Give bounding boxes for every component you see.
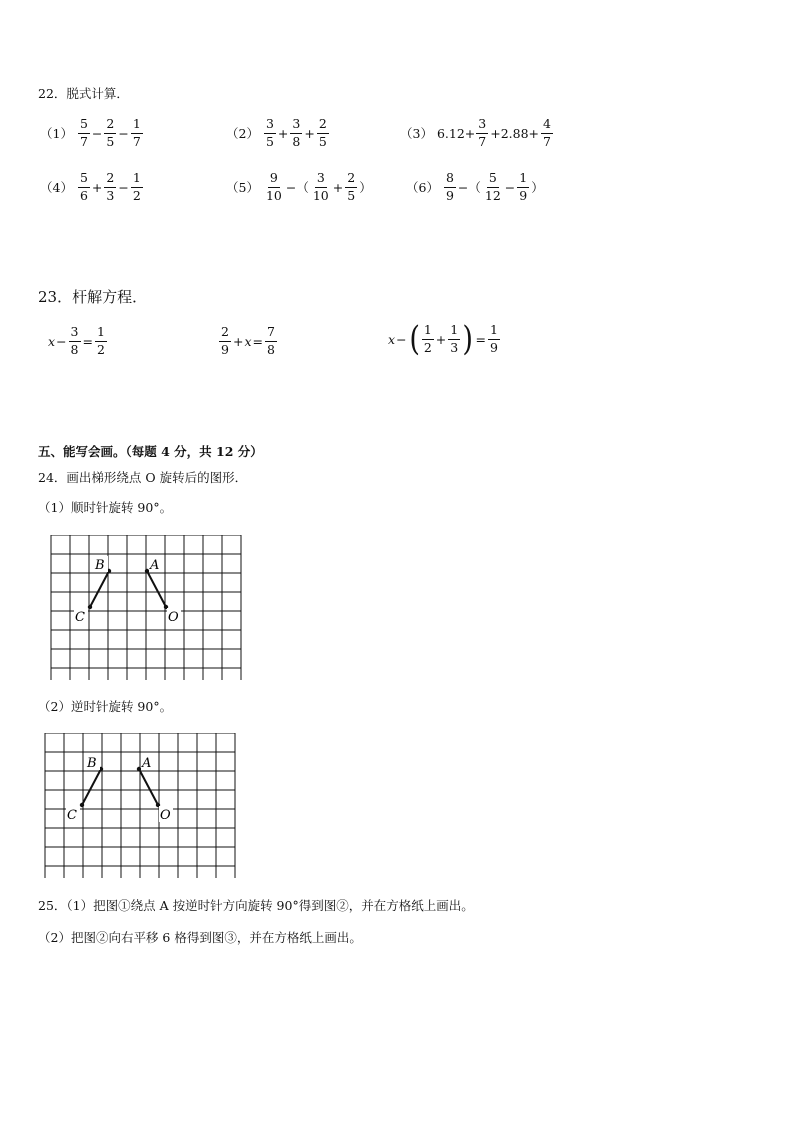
operator: + (91, 179, 103, 195)
section-five-title: 五、能写会画。（每题 4 分，共 12 分） (38, 444, 263, 459)
q22-item-4 (40, 172, 144, 202)
q22-item-1 (40, 118, 144, 148)
point-c-2 (80, 803, 84, 807)
item-label: （1） (40, 126, 73, 141)
operator: − (91, 125, 103, 141)
fraction: $\frac{2}{5}$ (106, 116, 115, 149)
q22-item-6 (406, 172, 545, 202)
fraction: $\frac{5}{7}$ (79, 116, 88, 149)
q23-title: 23．杆解方程． (38, 288, 148, 306)
fraction: $\frac{3}{7}$ (478, 116, 487, 149)
grid-1 (50, 535, 245, 680)
q22-item-2 (226, 118, 330, 148)
operator: − (118, 179, 129, 195)
operator: ） (359, 180, 372, 195)
item-label: （6） (406, 180, 439, 195)
q24-sub2: （2）逆时针旋转 90°。 (38, 699, 173, 714)
fraction: $\frac{3}{5}$ (265, 116, 274, 149)
fraction: $\frac{3}{10}$ (312, 170, 329, 203)
edge-bc-2 (82, 769, 101, 805)
fraction: $\frac{2}{5}$ (347, 170, 356, 203)
grid-2-lines (45, 733, 235, 878)
fraction: $\frac{9}{10}$ (265, 170, 282, 203)
label-c-1: C (75, 610, 85, 625)
q25-line1: 25．（1）把图①绕点 A 按逆时针方向旋转 90°得到图②，并在方格纸上画出。 (38, 898, 474, 913)
item-label: （5） (226, 180, 259, 195)
point-a-2 (137, 767, 141, 771)
label-c-2: C (67, 808, 77, 823)
fraction: $\frac{1}{7}$ (132, 116, 141, 149)
operator: +2.88+ (490, 125, 539, 141)
fraction: $\frac{3}{8}$ (292, 116, 301, 149)
item-label: （4） (40, 180, 73, 195)
label-a-2: A (142, 756, 152, 771)
q23-equation-2: $\frac{2}{9}$ + x = $\frac{7}{8}$ (221, 324, 275, 357)
edge-ao-1 (147, 571, 166, 607)
point-a-1 (145, 569, 149, 573)
fraction: $\frac{1}{9}$ (519, 170, 528, 203)
operator: − (118, 125, 129, 141)
fraction: $\frac{4}{7}$ (543, 116, 551, 149)
fraction: $\frac{8}{9}$ (445, 170, 454, 203)
grid-2 (44, 733, 239, 878)
operator: −（ (457, 180, 481, 195)
operator: + (304, 125, 315, 141)
q22-item-5 (226, 172, 373, 202)
fraction: $\frac{5}{6}$ (79, 170, 88, 203)
label-o-1: O (168, 610, 179, 625)
operator: + (277, 125, 289, 141)
q23-equation-3: x − ( $\frac{1}{2}$ + $\frac{1}{3}$ ) = $\frac{1}{9}$ (388, 319, 498, 359)
grid-1-lines (51, 535, 241, 680)
label-b-1: B (95, 558, 105, 573)
operator: −（ (285, 180, 309, 195)
label-b-2: B (87, 756, 97, 771)
item-label: （3） (400, 126, 433, 141)
q24-sub1: （1）顺时针旋转 90°。 (38, 500, 173, 515)
operator: − (504, 179, 516, 195)
fraction: $\frac{5}{12}$ (484, 170, 501, 203)
item-label: （2） (226, 126, 259, 141)
q24-title: 24．画出梯形绕点 O 旋转后的图形． (38, 470, 248, 485)
label-a-1: A (150, 558, 160, 573)
edge-bc-1 (90, 571, 109, 607)
operator: ） (531, 180, 544, 195)
fraction: $\frac{2}{3}$ (106, 170, 115, 203)
edge-ao-2 (139, 769, 158, 805)
q22-title: 22．脱式计算． (38, 86, 129, 101)
q22-item-3 (400, 118, 554, 148)
label-o-2: O (160, 808, 171, 823)
fraction: $\frac{1}{2}$ (132, 170, 141, 203)
fraction: $\frac{2}{5}$ (318, 116, 327, 149)
point-c-1 (88, 605, 92, 609)
q23-equation-1: x − $\frac{3}{8}$ = $\frac{1}{2}$ (48, 324, 105, 357)
q25-line2: （2）把图②向右平移 6 格得到图③，并在方格纸上画出。 (38, 930, 362, 945)
operator: + (332, 179, 344, 195)
expr-prefix: 6.12+ (436, 125, 476, 141)
